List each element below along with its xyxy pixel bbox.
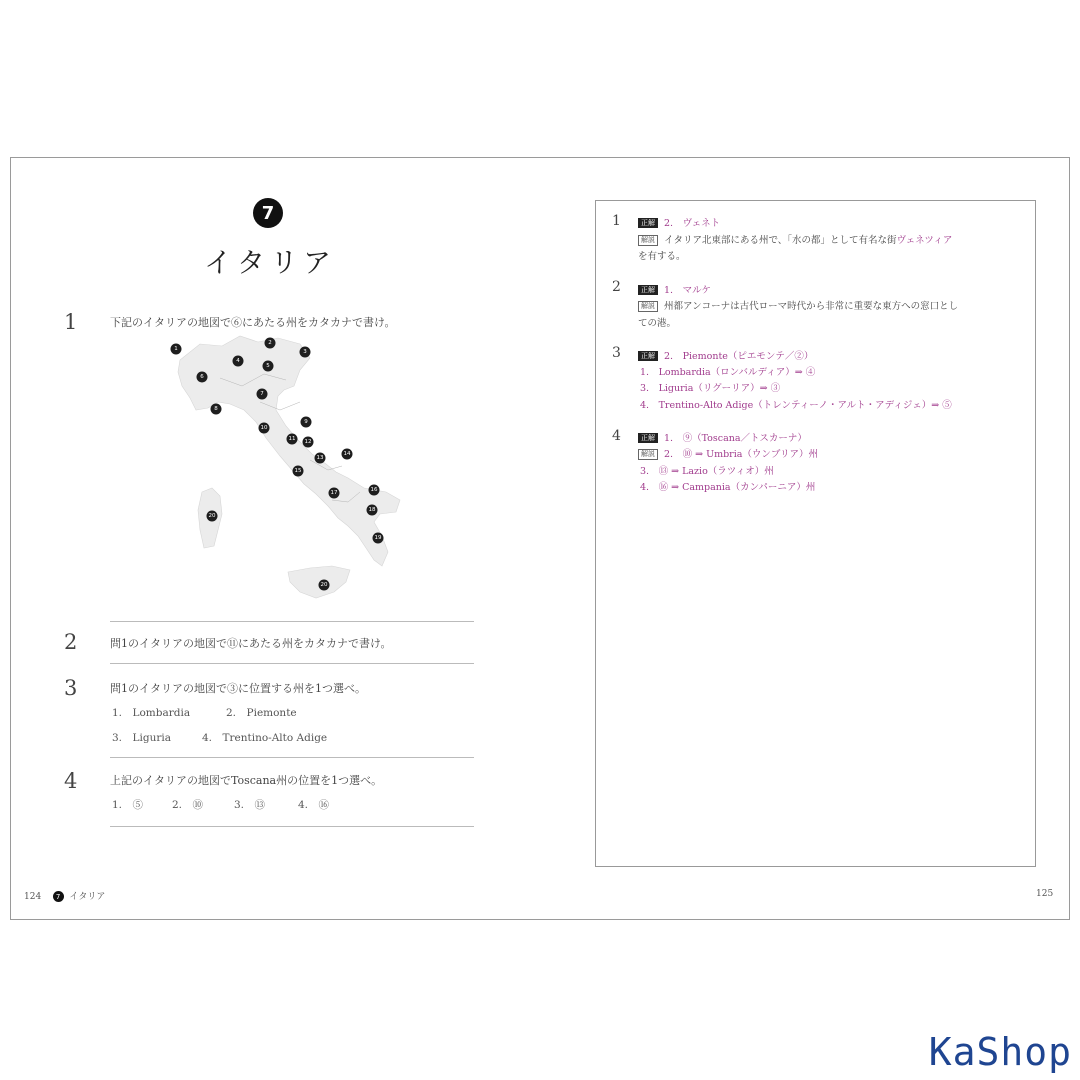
answer-3-tag: 正解 xyxy=(638,351,658,361)
map-label-16: 16 xyxy=(370,487,378,493)
answer-2-line xyxy=(638,282,711,296)
answer-2-tag: 正解 xyxy=(638,285,658,295)
map-label-13: 13 xyxy=(316,455,324,461)
question-4-number: 4 xyxy=(64,769,78,793)
question-3-text: 問1のイタリアの地図で③に位置する州を1つ選べ。 xyxy=(110,682,366,695)
map-label-5: 5 xyxy=(266,363,270,369)
map-label-1: 1 xyxy=(174,346,178,352)
chapter-number-badge: 7 xyxy=(253,198,283,228)
question-divider xyxy=(110,826,474,827)
answer-1-tag: 正解 xyxy=(638,218,658,228)
answer-3-explain-3: 4. Trentino-Alto Adige（トレンティーノ・アルト・アディジェ）⇒ ⑤ xyxy=(640,400,952,411)
left-page-number: 124 xyxy=(24,892,42,902)
answer-3-line xyxy=(638,348,813,362)
map-label-10: 10 xyxy=(260,425,268,431)
question-3-option-3[interactable]: 3. Liguria xyxy=(112,732,171,744)
answer-4-explain-2: 3. ⑬ ⇒ Lazio（ラツィオ）州 xyxy=(640,466,774,477)
footer-chapter-title: イタリア xyxy=(69,892,106,902)
map-label-7: 7 xyxy=(260,391,264,397)
answer-4-explain-3: 4. ⑯ ⇒ Campania（カンパーニア）州 xyxy=(640,482,816,493)
answer-4-value: 1. ⑨（Toscana／トスカーナ） xyxy=(664,433,807,444)
map-label-15: 15 xyxy=(294,468,302,474)
answer-1-note-cont: を有する。 xyxy=(638,251,686,262)
answer-3-explain-1: 1. Lombardia（ロンバルディア）⇒ ④ xyxy=(640,367,816,378)
map-label-8: 8 xyxy=(214,406,218,412)
map-label-14: 14 xyxy=(343,451,351,457)
map-label-3: 3 xyxy=(303,349,307,355)
question-divider xyxy=(110,621,474,622)
chapter-title: イタリア xyxy=(203,246,336,279)
question-1-number: 1 xyxy=(64,310,78,334)
answer-2-note xyxy=(638,298,958,312)
answer-1-line xyxy=(638,215,720,229)
answer-1-number: 1 xyxy=(612,213,621,229)
map-label-6: 6 xyxy=(200,374,204,380)
answer-4-note xyxy=(638,446,818,460)
map-label-4: 4 xyxy=(236,358,240,364)
question-4-option-1[interactable]: 1. ⑤ xyxy=(112,799,144,811)
footer-chapter-badge: 7 xyxy=(53,891,64,902)
map-label-12: 12 xyxy=(304,439,312,445)
question-divider xyxy=(110,663,474,664)
map-label-9: 9 xyxy=(304,419,308,425)
answer-4-line xyxy=(638,430,807,444)
answer-2-note-tag: 解説 xyxy=(638,301,658,312)
question-3-option-2[interactable]: 2. Piemonte xyxy=(226,707,297,719)
answer-4-number: 4 xyxy=(612,428,621,444)
question-3-option-1[interactable]: 1. Lombardia xyxy=(112,707,191,719)
question-4-option-3[interactable]: 3. ⑬ xyxy=(234,799,266,811)
answer-2-value: 1. マルケ xyxy=(664,285,711,296)
answer-4-tag: 正解 xyxy=(638,433,658,443)
answer-2-note-text: 州都アンコーナは古代ローマ時代から非常に重要な東方への窓口とし xyxy=(664,301,959,312)
answer-2-number: 2 xyxy=(612,279,621,295)
map-label-11: 11 xyxy=(288,436,296,442)
answer-1-note-text: イタリア北東部にある州で、「水の都」として有名な街 xyxy=(664,235,897,246)
italy-outline xyxy=(178,336,400,598)
answer-1-note xyxy=(638,232,952,246)
answer-2-note-cont: ての港。 xyxy=(638,318,677,329)
question-divider xyxy=(110,757,474,758)
answer-1-note-highlight: ヴェネツィア xyxy=(896,235,953,246)
question-2-text: 問1のイタリアの地図で⑪にあたる州をカタカナで書け。 xyxy=(110,637,392,650)
answer-4-note-tag: 解説 xyxy=(638,449,658,460)
map-label-18: 18 xyxy=(368,507,376,513)
question-4-option-4[interactable]: 4. ⑯ xyxy=(298,799,330,811)
question-3-number: 3 xyxy=(64,676,78,700)
answer-1-note-tag: 解説 xyxy=(638,235,658,246)
answer-3-explain-2: 3. Liguria（リグーリア）⇒ ③ xyxy=(640,383,781,394)
answer-3-value: 2. Piemonte（ピエモンテ／②） xyxy=(664,351,814,362)
map-label-17: 17 xyxy=(330,490,338,496)
map-label-2: 2 xyxy=(268,340,272,346)
kashop-watermark: KaShop xyxy=(928,1030,1072,1074)
question-4-text: 上記のイタリアの地図でToscana州の位置を1つ選べ。 xyxy=(110,774,383,787)
question-2-number: 2 xyxy=(64,630,78,654)
right-page-number: 125 xyxy=(1036,889,1054,899)
question-3-option-4[interactable]: 4. Trentino-Alto Adige xyxy=(202,732,328,744)
question-4-option-2[interactable]: 2. ⑩ xyxy=(172,799,204,811)
question-1-text: 下記のイタリアの地図で⑥にあたる州をカタカナで書け。 xyxy=(110,316,396,329)
answer-4-explain-1: 2. ⑩ ⇒ Umbria（ウンブリア）州 xyxy=(664,449,819,460)
answer-1-value: 2. ヴェネト xyxy=(664,218,721,229)
left-page-footer xyxy=(24,889,105,902)
map-label-sicily: 20 xyxy=(320,582,328,588)
map-label-20: 20 xyxy=(208,513,216,519)
answer-3-number: 3 xyxy=(612,345,621,361)
italy-map xyxy=(160,330,420,610)
map-label-19: 19 xyxy=(374,535,382,541)
